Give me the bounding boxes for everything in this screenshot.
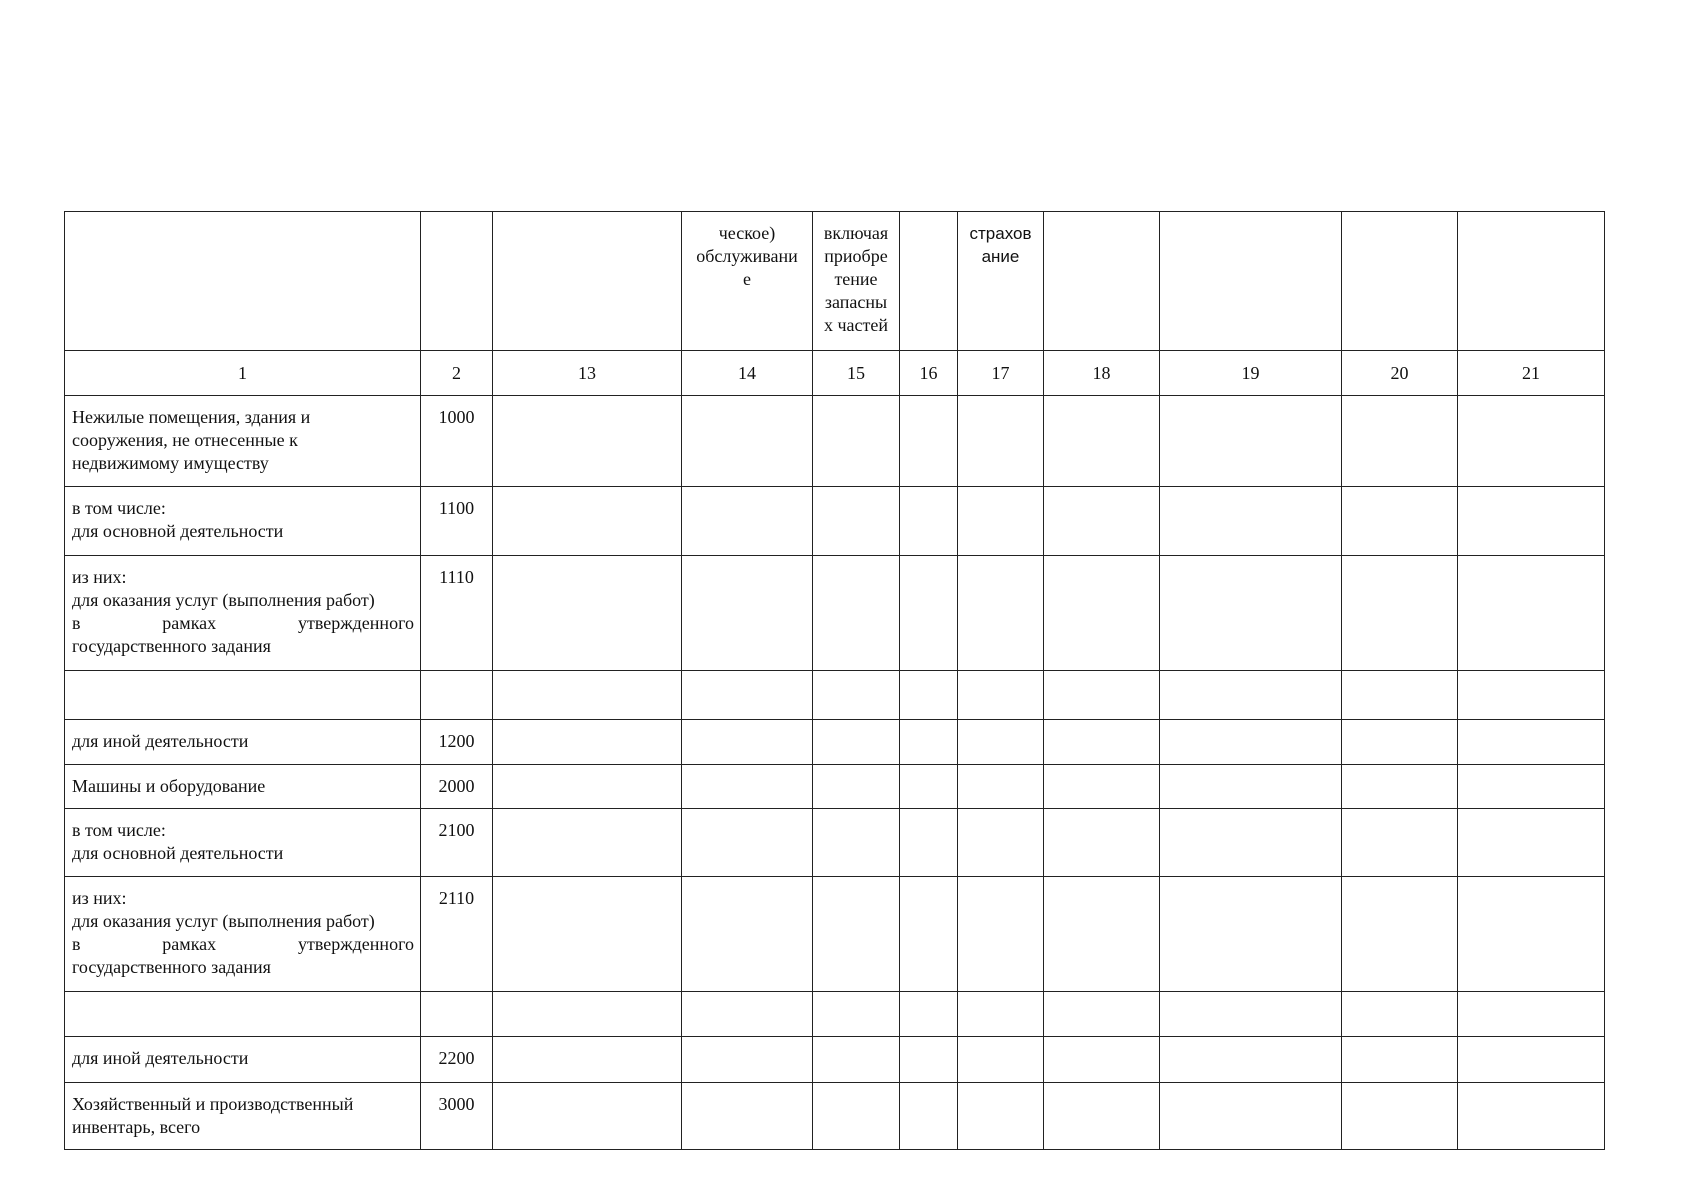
table-row: [65, 765, 1605, 809]
data-cell: [493, 396, 682, 487]
data-cell: [958, 765, 1044, 809]
row-code: 3000: [421, 1083, 493, 1150]
data-cell: [1044, 1083, 1160, 1150]
column-number: 20: [1342, 351, 1458, 396]
table-row: [65, 992, 1605, 1037]
column-number: 1: [65, 351, 421, 396]
header-cell-2: [421, 212, 493, 351]
data-cell: [1160, 671, 1342, 720]
column-number-row: [65, 351, 1605, 396]
data-cell: [682, 671, 813, 720]
data-cell: [1458, 1037, 1605, 1083]
data-cell: [1342, 877, 1458, 992]
data-cell: [958, 992, 1044, 1037]
header-text: обслуживани: [696, 246, 798, 266]
data-cell: [813, 556, 900, 671]
data-cell: [813, 765, 900, 809]
row-label: для иной деятельности: [65, 720, 421, 765]
data-cell: [900, 992, 958, 1037]
data-cell: [1342, 1037, 1458, 1083]
data-cell: [1160, 1037, 1342, 1083]
data-cell: [900, 487, 958, 556]
data-cell: [682, 877, 813, 992]
data-cell: [493, 1083, 682, 1150]
header-text: включая: [823, 223, 889, 243]
row-label: из них: для оказания услуг (выполнения работ) в рамках утвержденного государственного задания: [65, 556, 421, 671]
data-cell: [493, 556, 682, 671]
data-cell: [682, 1083, 813, 1150]
data-cell: [958, 809, 1044, 877]
data-cell: [1044, 992, 1160, 1037]
row-code: [421, 671, 493, 720]
row-code: 1200: [421, 720, 493, 765]
data-cell: [813, 1083, 900, 1150]
column-number: 17: [958, 351, 1044, 396]
header-cell-20: [1342, 212, 1458, 351]
row-label: Нежилые помещения, здания и сооружения, не отнесенные к недвижимому имуществу: [65, 396, 421, 487]
row-code: 2100: [421, 809, 493, 877]
table-row: [65, 671, 1605, 720]
data-cell: [1160, 556, 1342, 671]
data-cell: [1458, 1083, 1605, 1150]
data-cell: [1458, 809, 1605, 877]
data-cell: [682, 809, 813, 877]
header-cell-14: [682, 212, 813, 351]
header-text: запасны: [824, 292, 888, 312]
row-label: Машины и оборудование: [65, 765, 421, 809]
data-cell: [958, 487, 1044, 556]
data-cell: [682, 992, 813, 1037]
data-cell: [958, 720, 1044, 765]
data-cell: [1160, 809, 1342, 877]
header-cell-19: [1160, 212, 1342, 351]
header-cell-17: [958, 212, 1044, 351]
data-cell: [1160, 720, 1342, 765]
data-cell: [1342, 1083, 1458, 1150]
row-label: Хозяйственный и производственный инвентарь, всего: [65, 1083, 421, 1150]
table-row: [65, 877, 1605, 992]
data-cell: [1044, 1037, 1160, 1083]
data-cell: [493, 992, 682, 1037]
row-code: 2110: [421, 877, 493, 992]
table-row: [65, 1083, 1605, 1150]
data-cell: [900, 720, 958, 765]
data-cell: [1342, 809, 1458, 877]
data-cell: [900, 809, 958, 877]
data-cell: [1458, 671, 1605, 720]
data-cell: [682, 720, 813, 765]
header-text: ческое): [718, 223, 776, 243]
header-text: е: [743, 269, 751, 289]
row-code: 1100: [421, 487, 493, 556]
row-code: 2000: [421, 765, 493, 809]
data-cell: [900, 1083, 958, 1150]
table-row: [65, 720, 1605, 765]
data-cell: [493, 720, 682, 765]
data-cell: [1160, 877, 1342, 992]
data-cell: [900, 877, 958, 992]
data-cell: [1458, 556, 1605, 671]
data-cell: [813, 1037, 900, 1083]
data-cell: [682, 556, 813, 671]
row-code: 1000: [421, 396, 493, 487]
data-cell: [1044, 877, 1160, 992]
data-cell: [1160, 765, 1342, 809]
data-cell: [1342, 556, 1458, 671]
data-cell: [1160, 1083, 1342, 1150]
row-code: 2200: [421, 1037, 493, 1083]
data-cell: [493, 671, 682, 720]
data-cell: [1044, 720, 1160, 765]
data-cell: [493, 1037, 682, 1083]
data-cell: [1458, 992, 1605, 1037]
data-cell: [1458, 720, 1605, 765]
data-cell: [1342, 487, 1458, 556]
table-row: [65, 1037, 1605, 1083]
data-cell: [958, 556, 1044, 671]
header-cell-1: [65, 212, 421, 351]
column-number: 18: [1044, 351, 1160, 396]
header-text: ание: [981, 247, 1020, 266]
header-cell-21: [1458, 212, 1605, 351]
data-cell: [1342, 396, 1458, 487]
data-cell: [958, 1037, 1044, 1083]
data-cell: [493, 765, 682, 809]
row-label: в том числе: для основной деятельности: [65, 809, 421, 877]
data-cell: [900, 396, 958, 487]
data-cell: [1458, 877, 1605, 992]
table-row: [65, 809, 1605, 877]
data-cell: [813, 809, 900, 877]
data-cell: [900, 765, 958, 809]
data-cell: [813, 671, 900, 720]
data-cell: [813, 877, 900, 992]
report-table: [64, 211, 1605, 1150]
data-cell: [493, 487, 682, 556]
column-number: 16: [900, 351, 958, 396]
data-cell: [958, 396, 1044, 487]
data-cell: [1044, 396, 1160, 487]
data-cell: [1160, 487, 1342, 556]
data-cell: [1044, 809, 1160, 877]
data-cell: [1044, 671, 1160, 720]
data-cell: [958, 671, 1044, 720]
row-label: [65, 992, 421, 1037]
header-row: [65, 212, 1605, 351]
header-text: х частей: [823, 315, 889, 335]
data-cell: [1342, 671, 1458, 720]
column-number: 14: [682, 351, 813, 396]
row-code: [421, 992, 493, 1037]
header-text: тение: [834, 269, 878, 289]
data-cell: [682, 1037, 813, 1083]
data-cell: [1044, 765, 1160, 809]
data-cell: [1342, 720, 1458, 765]
data-cell: [493, 809, 682, 877]
data-cell: [958, 1083, 1044, 1150]
data-cell: [900, 1037, 958, 1083]
header-cell-18: [1044, 212, 1160, 351]
data-cell: [1342, 992, 1458, 1037]
data-cell: [1458, 396, 1605, 487]
data-cell: [1044, 556, 1160, 671]
column-number: 15: [813, 351, 900, 396]
data-cell: [493, 877, 682, 992]
header-cell-16: [900, 212, 958, 351]
column-number: 2: [421, 351, 493, 396]
data-cell: [958, 877, 1044, 992]
data-cell: [1044, 487, 1160, 556]
header-cell-15: [813, 212, 900, 351]
data-cell: [682, 396, 813, 487]
data-cell: [900, 556, 958, 671]
table-row: [65, 396, 1605, 487]
row-label: из них: для оказания услуг (выполнения работ) в рамках утвержденного государственного задания: [65, 877, 421, 992]
data-cell: [1458, 765, 1605, 809]
data-cell: [813, 487, 900, 556]
data-cell: [1160, 396, 1342, 487]
header-text: приобре: [824, 246, 888, 266]
data-cell: [813, 396, 900, 487]
column-number: 21: [1458, 351, 1605, 396]
data-cell: [1458, 487, 1605, 556]
data-cell: [682, 487, 813, 556]
data-cell: [682, 765, 813, 809]
column-number: 13: [493, 351, 682, 396]
row-label: в том числе: для основной деятельности: [65, 487, 421, 556]
table-row: [65, 487, 1605, 556]
data-cell: [1342, 765, 1458, 809]
data-cell: [813, 992, 900, 1037]
data-cell: [900, 671, 958, 720]
column-number: 19: [1160, 351, 1342, 396]
row-label: для иной деятельности: [65, 1037, 421, 1083]
data-cell: [813, 720, 900, 765]
table-row: [65, 556, 1605, 671]
data-cell: [1160, 992, 1342, 1037]
header-text: страхов: [969, 224, 1032, 243]
header-cell-13: [493, 212, 682, 351]
row-label: [65, 671, 421, 720]
row-code: 1110: [421, 556, 493, 671]
